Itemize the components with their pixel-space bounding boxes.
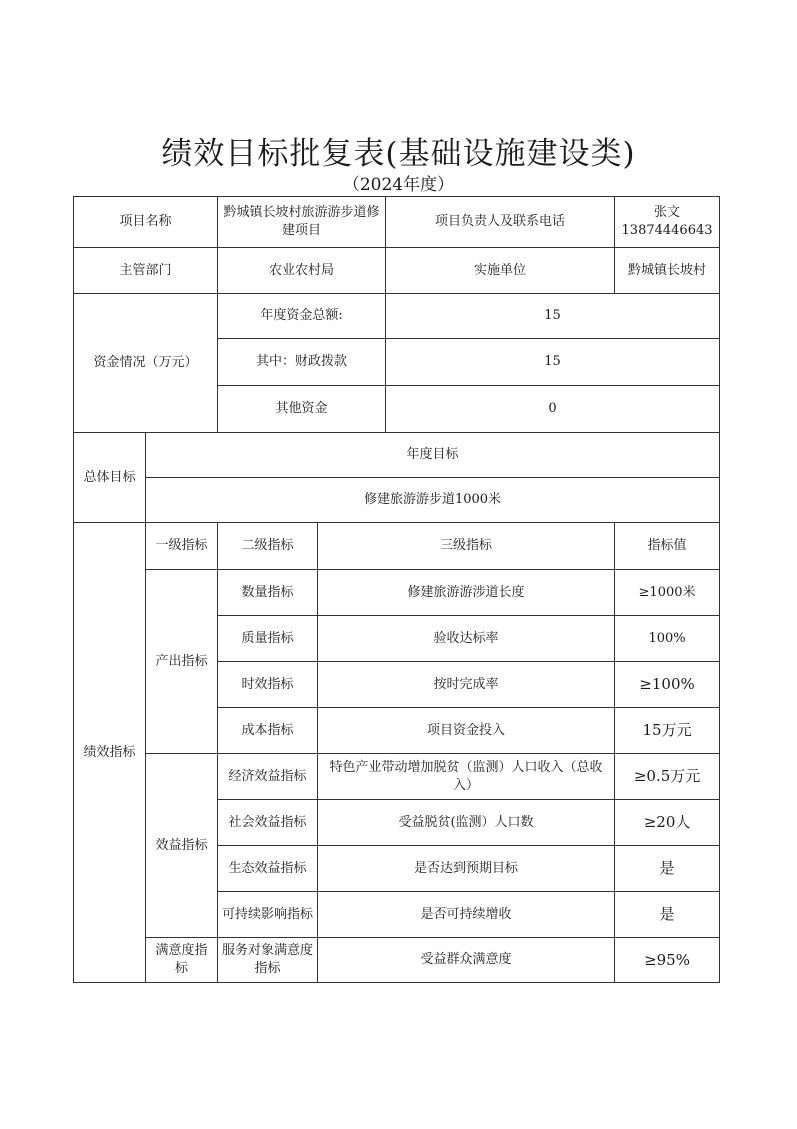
funds-fiscal-label: 其中：财政拨款	[218, 339, 386, 386]
indicator-level2: 经济效益指标	[218, 754, 318, 800]
indicator-value: 15万元	[615, 708, 720, 754]
goal-header-row	[74, 433, 720, 478]
goal-section-label: 总体目标	[74, 433, 146, 523]
department-row	[74, 248, 720, 294]
indicators-header-row	[74, 523, 720, 570]
col-level2: 二级指标	[218, 523, 318, 570]
indicator-level2: 数量指标	[218, 570, 318, 616]
indicator-value: 是	[615, 892, 720, 938]
dept-label: 主管部门	[74, 248, 218, 294]
indicator-level2: 成本指标	[218, 708, 318, 754]
satisfaction-indicator-label: 满意度指标	[146, 938, 218, 983]
goal-annual-label: 年度目标	[146, 433, 720, 478]
funds-total-row	[74, 294, 720, 339]
unit-value: 黔城镇长坡村	[615, 248, 720, 294]
indicator-level3: 是否可持续增收	[318, 892, 615, 938]
unit-label: 实施单位	[386, 248, 615, 294]
indicator-value: ≥100%	[615, 662, 720, 708]
indicator-value: ≥0.5万元	[615, 754, 720, 800]
dept-value: 农业农村局	[218, 248, 386, 294]
indicator-level2: 时效指标	[218, 662, 318, 708]
document-title: 绩效目标批复表(基础设施建设类)	[161, 136, 636, 172]
contact-value: 张文13874446643	[615, 197, 720, 248]
funds-other-value: 0	[386, 386, 720, 433]
goal-annual-value: 修建旅游游步道1000米	[146, 478, 720, 523]
funds-total-label: 年度资金总额:	[218, 294, 386, 339]
indicator-level2: 服务对象满意度指标	[218, 938, 318, 983]
indicator-level2: 质量指标	[218, 616, 318, 662]
indicator-value: ≥20人	[615, 800, 720, 846]
indicator-level3: 验收达标率	[318, 616, 615, 662]
funds-section-label: 资金情况（万元）	[74, 294, 218, 433]
project-name-value: 黔城镇长坡村旅游游步道修建项目	[218, 197, 386, 248]
indicator-value: ≥1000米	[615, 570, 720, 616]
project-name-label: 项目名称	[74, 197, 218, 248]
indicator-level2: 可持续影响指标	[218, 892, 318, 938]
contact-label: 项目负责人及联系电话	[386, 197, 615, 248]
project-name-row	[74, 197, 720, 248]
indicator-value: 是	[615, 846, 720, 892]
indicator-row	[74, 570, 720, 616]
indicator-level3: 修建旅游游涉道长度	[318, 570, 615, 616]
goal-value-row	[74, 478, 720, 523]
col-level1: 一级指标	[146, 523, 218, 570]
funds-fiscal-value: 15	[386, 339, 720, 386]
performance-target-table	[73, 196, 720, 983]
indicator-value: 100%	[615, 616, 720, 662]
output-indicator-label: 产出指标	[146, 570, 218, 754]
indicator-level2: 生态效益指标	[218, 846, 318, 892]
indicator-level3: 受益群众满意度	[318, 938, 615, 983]
funds-other-label: 其他资金	[218, 386, 386, 433]
col-value: 指标值	[615, 523, 720, 570]
indicator-level3: 项目资金投入	[318, 708, 615, 754]
indicator-value: ≥95%	[615, 938, 720, 983]
indicator-row	[74, 754, 720, 800]
indicator-level2: 社会效益指标	[218, 800, 318, 846]
benefit-indicator-label: 效益指标	[146, 754, 218, 938]
indicator-row	[74, 938, 720, 983]
funds-total-value: 15	[386, 294, 720, 339]
indicator-level3: 按时完成率	[318, 662, 615, 708]
col-level3: 三级指标	[318, 523, 615, 570]
document-subtitle: （2024年度）	[342, 175, 455, 195]
indicators-section-label: 绩效指标	[74, 523, 146, 983]
indicator-level3: 受益脱贫(监测）人口数	[318, 800, 615, 846]
indicator-level3: 是否达到预期目标	[318, 846, 615, 892]
indicator-level3: 特色产业带动增加脱贫（监测）人口收入（总收入）	[318, 754, 615, 800]
